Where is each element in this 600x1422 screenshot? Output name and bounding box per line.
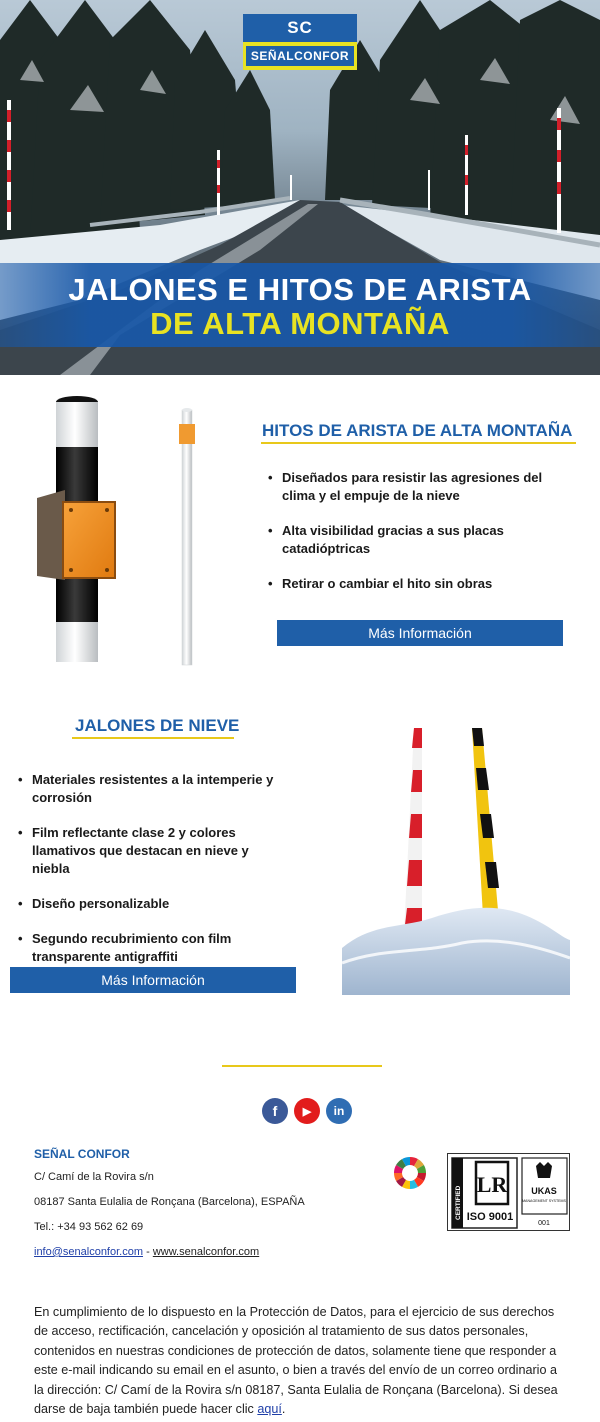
cert-number: 001 xyxy=(538,1220,550,1227)
certification-graphic xyxy=(448,1154,571,1232)
footer-website-link[interactable]: www.senalconfor.com xyxy=(152,1246,260,1258)
legal-notice-text: En cumplimiento de lo dispuesto en la Protección de Datos, para el ejercicio de sus derechos de acceso, rectificación, cancelación y oposición al tratamiento de sus datos personales, contenidos en nuestras condiciones de protección de datos, solamente tiene que responder a este e-mail indicando su email en el asunto, o bien a través del envío de un correo ordinario a la dirección: C/ Camí de la Rovira s/n 08187, Santa Eulalia de Ronçana (Barcelona). Si desea darse de baja también puede hacer clic xyxy=(34,1305,558,1417)
cert-vertical-label: CERTIFIED xyxy=(455,1185,462,1220)
linkedin-icon[interactable]: in xyxy=(326,1098,352,1124)
logo-monogram: SC xyxy=(243,14,357,42)
sdg-wheel-icon xyxy=(392,1155,428,1191)
list-item: • Segundo recubrimiento con film transparente antigraffiti xyxy=(18,930,288,966)
product1-title-underline xyxy=(261,442,576,444)
product2-title-underline xyxy=(72,737,234,739)
list-item: • Materiales resistentes a la intemperie y corrosión xyxy=(18,771,288,807)
product2-feature-list xyxy=(18,771,288,966)
hito-arista-product-image[interactable] xyxy=(25,390,225,670)
hero-title-line1: JALONES E HITOS DE ARISTA xyxy=(68,272,532,307)
product1-feature-list xyxy=(268,469,578,593)
cert-ukas-label: UKAS xyxy=(531,1186,557,1196)
list-item: • Diseño personalizable xyxy=(18,895,288,913)
product2-title: JALONES DE NIEVE xyxy=(75,716,240,735)
cert-iso-label: ISO 9001 xyxy=(466,1211,514,1223)
footer-address-line1: C/ Camí de la Rovira s/n xyxy=(34,1171,154,1183)
list-item: • Diseñados para resistir las agresiones del clima y el empuje de la nieve xyxy=(268,469,578,505)
footer-separator: - xyxy=(146,1246,150,1258)
cert-ukas-sub: MANAGEMENT SYSTEMS xyxy=(522,1199,566,1203)
footer-contact-line xyxy=(34,1246,259,1258)
legal-notice-end: . xyxy=(281,1402,286,1417)
jalones-nieve-product-image[interactable] xyxy=(342,718,570,995)
product1-title: HITOS DE ARISTA DE ALTA MONTAÑA xyxy=(262,421,573,440)
footer-address-line2: 08187 Santa Eulalia de Ronçana (Barcelona), ESPAÑA xyxy=(34,1196,305,1208)
facebook-icon[interactable]: f xyxy=(262,1098,288,1124)
hero-title-line2: DE ALTA MONTAÑA xyxy=(150,306,450,341)
product2-more-info-button[interactable]: Más Información xyxy=(10,967,296,993)
youtube-icon[interactable]: ▶ xyxy=(294,1098,320,1124)
list-item: • Retirar o cambiar el hito sin obras xyxy=(268,575,578,593)
list-item: • Film reflectante clase 2 y colores llamativos que destacan en nieve y niebla xyxy=(18,824,288,878)
brand-logo[interactable] xyxy=(243,14,357,70)
product1-more-info-button[interactable]: Más Información xyxy=(277,620,563,646)
logo-wordmark: SEÑALCONFOR xyxy=(246,46,354,66)
footer-divider xyxy=(222,1065,382,1067)
legal-notice xyxy=(34,1303,564,1419)
footer-company-name: SEÑAL CONFOR xyxy=(34,1147,130,1161)
cert-lr-mark: LR xyxy=(476,1172,508,1197)
unsubscribe-link[interactable]: aquí xyxy=(257,1402,282,1417)
footer-phone: Tel.: +34 93 562 62 69 xyxy=(34,1221,144,1233)
list-item: • Alta visibilidad gracias a sus placas catadióptricas xyxy=(268,522,578,558)
footer-email-link[interactable]: info@senalconfor.com xyxy=(34,1246,144,1258)
iso-9001-certification-badge xyxy=(447,1153,570,1231)
